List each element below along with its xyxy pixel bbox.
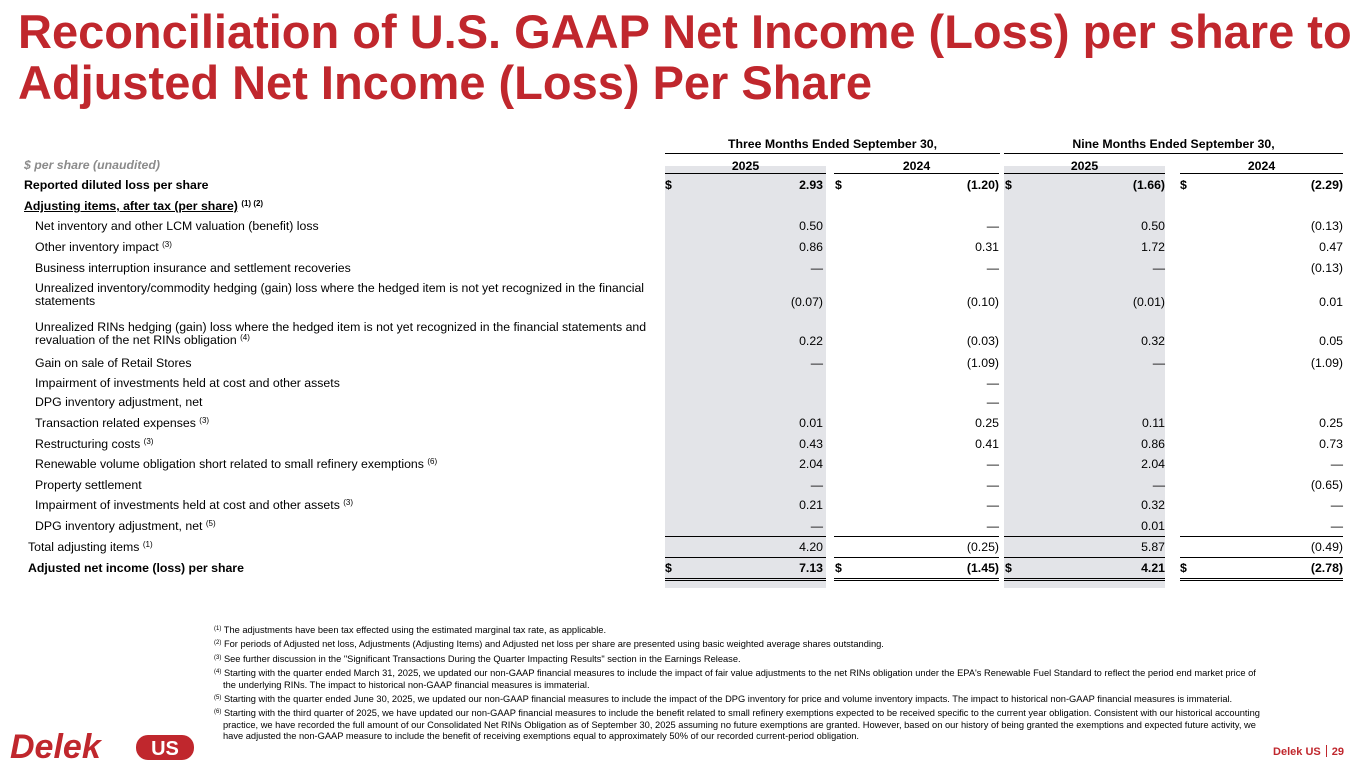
total-rule	[1180, 536, 1343, 537]
currency-symbol: $	[835, 561, 842, 575]
value-cell: 7.13	[799, 561, 823, 575]
value-cell: 0.31	[975, 240, 999, 254]
year-header-rule	[665, 173, 826, 174]
row-label: Unrealized inventory/commodity hedging (gain) loss where the hedged item is not yet recognized in the financial statements	[35, 281, 645, 308]
value-cell: (0.03)	[966, 334, 999, 348]
row-label: Reported diluted loss per share	[24, 178, 209, 192]
value-cell: 2.04	[799, 457, 823, 471]
value-cell: —	[986, 519, 999, 533]
currency-symbol: $	[1005, 561, 1012, 575]
row-label: DPG inventory adjustment, net $^{(5)}$	[35, 519, 216, 533]
footer-company: Delek US	[1273, 746, 1321, 758]
value-cell: —	[810, 519, 823, 533]
total-rule	[665, 536, 826, 537]
value-cell: (0.01)	[1132, 295, 1165, 309]
adjusted-double-rule	[1180, 578, 1343, 581]
row-label: Adjusted net income (loss) per share	[28, 561, 244, 575]
row-label: Other inventory impact $^{(3)}$	[35, 240, 172, 254]
currency-symbol: $	[1180, 561, 1187, 575]
value-cell: (0.49)	[1310, 540, 1343, 554]
row-label: Impairment of investments held at cost and other assets $^{(3)}$	[35, 498, 354, 512]
value-cell: —	[1330, 457, 1343, 471]
row-label: Property settlement	[35, 478, 142, 492]
value-cell: (0.07)	[790, 295, 823, 309]
row-label: Gain on sale of Retail Stores	[35, 356, 192, 370]
footnotes	[214, 625, 1264, 746]
footnote: $^{(5)}$ Starting with the quarter ended June 30, 2025, we updated our non-GAAP financial measures to include the impact of the DPG inventory for price and volume inventory impacts. The impact to historical non-GAAP financial measures is immaterial.	[214, 694, 1233, 705]
value-cell: —	[1330, 519, 1343, 533]
value-cell: —	[1152, 478, 1165, 492]
page-number: 29	[1331, 746, 1344, 758]
currency-symbol: $	[665, 561, 672, 575]
page-footer	[1273, 745, 1344, 758]
page-title: Reconciliation of U.S. GAAP Net Income (Loss) per share to Adjusted Net Income (Loss) Per Share	[18, 5, 1352, 109]
value-cell: 2.93	[799, 178, 823, 192]
value-cell: (0.13)	[1310, 219, 1343, 233]
value-cell: 2.04	[1141, 457, 1165, 471]
value-cell: 0.86	[799, 240, 823, 254]
period-header-rule	[665, 153, 1000, 154]
value-cell: 0.01	[799, 416, 823, 430]
value-cell: 0.43	[799, 437, 823, 451]
logo-wordmark: Delek	[10, 728, 101, 764]
currency-symbol: $	[1180, 178, 1187, 192]
value-cell: (2.29)	[1310, 178, 1343, 192]
value-cell: 0.47	[1319, 240, 1343, 254]
value-cell: 0.32	[1141, 334, 1165, 348]
footnote: $^{(6)}$ Starting with the third quarter of 2025, we have updated our non-GAAP financial measures to include the benefit related to small refinery exemptions expected to be received specific to the current year obligation. Consistent with our historical accounting practice, we have recorded the full amount of our Consolidated Net RINs Obligation as of September 30, 2025 assuming no future exemptions are granted. However, based on our history of being granted the exemptions and expected future activity, we have adjusted the non-GAAP measure to include the benefit of receiving exemptions equal to approximately 50% of our recorded current-period obligation.	[214, 708, 1260, 742]
currency-symbol: $	[1005, 178, 1012, 192]
value-cell: —	[986, 261, 999, 275]
value-cell: —	[810, 261, 823, 275]
year-header: 2025	[1070, 159, 1099, 173]
value-cell: 0.25	[975, 416, 999, 430]
adjusted-double-rule	[1004, 578, 1165, 581]
value-cell: 0.01	[1141, 519, 1165, 533]
currency-symbol: $	[665, 178, 672, 192]
row-label: Renewable volume obligation short related to small refinery exemptions $^{(6)}$	[35, 457, 438, 471]
value-cell: —	[1330, 498, 1343, 512]
footnote: $^{(1)}$ The adjustments have been tax effected using the estimated marginal tax rate, as applicable.	[214, 625, 607, 635]
row-label: Unrealized RINs hedging (gain) loss where the hedged item is not yet recognized in the financial statements and revaluation of the net RINs obligation $^{(4)}$	[35, 320, 647, 347]
value-cell: 0.25	[1319, 416, 1343, 430]
row-label: Adjusting items, after tax (per share) $^{(1) (2)}$	[24, 199, 264, 213]
value-cell: 0.11	[1141, 416, 1165, 430]
value-cell: 0.73	[1319, 437, 1343, 451]
value-cell: 5.87	[1141, 540, 1165, 554]
delek-us-logo	[10, 728, 200, 764]
value-cell: (0.65)	[1310, 478, 1343, 492]
value-cell: (1.45)	[966, 561, 999, 575]
period-header-nine-months: Nine Months Ended September 30,	[1072, 137, 1275, 151]
row-label: Impairment of investments held at cost and other assets	[35, 376, 340, 390]
total-rule	[834, 536, 999, 537]
row-label: Total adjusting items $^{(1)}$	[28, 540, 153, 554]
value-cell: 0.50	[1141, 219, 1165, 233]
value-cell: 0.86	[1141, 437, 1165, 451]
value-cell: 0.05	[1319, 334, 1343, 348]
value-cell: —	[810, 356, 823, 370]
year-header: 2025	[731, 159, 760, 173]
footer-divider	[1326, 745, 1327, 757]
row-label: Transaction related expenses $^{(3)}$	[35, 416, 210, 430]
adjusted-rule	[1180, 557, 1343, 558]
footnote: $^{(3)}$ See further discussion in the "Significant Transactions During the Quarter Impacting Results" section in the Earnings Release.	[214, 653, 741, 664]
adjusted-rule	[834, 557, 999, 558]
value-cell: 0.41	[975, 437, 999, 451]
adjusted-rule	[665, 557, 826, 558]
value-cell: 0.32	[1141, 498, 1165, 512]
value-cell: —	[986, 395, 999, 409]
logo-badge-text: US	[151, 738, 179, 760]
unit-label: $ per share (unaudited)	[24, 158, 160, 172]
value-cell: (0.13)	[1310, 261, 1343, 275]
value-cell: 0.21	[799, 498, 823, 512]
value-cell: —	[810, 478, 823, 492]
value-cell: 0.22	[799, 334, 823, 348]
footnote: $^{(2)}$ For periods of Adjusted net loss, Adjustments (Adjusting Items) and Adjusted net loss per share are presented using basic weighted average shares outstanding.	[214, 639, 884, 650]
value-cell: 4.21	[1141, 561, 1165, 575]
value-cell: —	[986, 376, 999, 390]
adjusted-rule	[1004, 557, 1165, 558]
value-cell: (0.10)	[966, 295, 999, 309]
value-cell: (1.66)	[1132, 178, 1165, 192]
currency-symbol: $	[835, 178, 842, 192]
value-cell: 1.72	[1141, 240, 1165, 254]
value-cell: (0.25)	[966, 540, 999, 554]
total-rule	[1004, 536, 1165, 537]
adjusted-double-rule	[834, 578, 999, 581]
row-label: Net inventory and other LCM valuation (benefit) loss	[35, 219, 319, 233]
period-header-three-months: Three Months Ended September 30,	[727, 137, 938, 151]
year-header-rule	[834, 173, 999, 174]
value-cell: (2.78)	[1310, 561, 1343, 575]
year-header-rule	[1180, 173, 1343, 174]
value-cell: (1.09)	[966, 356, 999, 370]
value-cell: —	[986, 219, 999, 233]
value-cell: 4.20	[799, 540, 823, 554]
adjusted-double-rule	[665, 578, 826, 581]
period-header-rule	[1004, 153, 1343, 154]
value-cell: —	[1152, 261, 1165, 275]
year-header: 2024	[902, 159, 931, 173]
row-label: Restructuring costs $^{(3)}$	[35, 437, 154, 451]
footnote: $^{(4)}$ Starting with the quarter ended March 31, 2025, we updated our non-GAAP financial measures to include the impact of fair value adjustments to the net RINs obligation under the EPA's Renewable Fuel Standard to reflect the period end market price of the underlying RINs. The impact to historical non-GAAP financial measures is immaterial.	[214, 668, 1256, 690]
value-cell: —	[986, 498, 999, 512]
row-label: DPG inventory adjustment, net	[35, 395, 203, 409]
row-label: Business interruption insurance and settlement recoveries	[35, 261, 351, 275]
value-cell: (1.20)	[966, 178, 999, 192]
value-cell: 0.50	[799, 219, 823, 233]
year-header: 2024	[1247, 159, 1276, 173]
value-cell: —	[1152, 356, 1165, 370]
value-cell: —	[986, 478, 999, 492]
value-cell: (1.09)	[1310, 356, 1343, 370]
year-header-rule	[1004, 173, 1165, 174]
value-cell: —	[986, 457, 999, 471]
value-cell: 0.01	[1319, 295, 1343, 309]
